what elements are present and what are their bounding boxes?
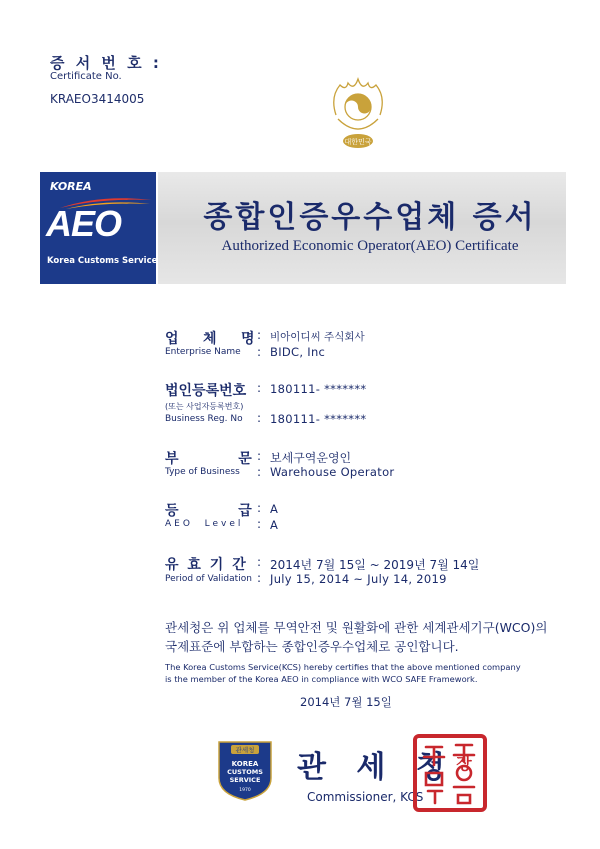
badge-top: 관세청 xyxy=(235,746,255,754)
national-emblem-icon xyxy=(326,75,390,151)
colon: : xyxy=(257,501,262,515)
aeo-logo-text: AEO xyxy=(46,203,122,244)
colon: : xyxy=(257,571,262,585)
colon: : xyxy=(257,381,262,395)
level-label-ko: 등 급 xyxy=(165,503,253,519)
statement-en-line-2: is the member of the Korea AEO in compliance with WCO SAFE Framework. xyxy=(165,674,478,684)
business-reg-label-en: Business Reg. No xyxy=(165,414,243,424)
colon: : xyxy=(257,465,262,479)
business-reg-value-2: 180111- ******* xyxy=(270,412,367,426)
business-reg-label-ko-sub: (또는 사업자등록번호) xyxy=(165,402,244,411)
badge-line-3: SERVICE xyxy=(229,776,261,784)
emblem-caption: 대한민국 xyxy=(344,138,372,146)
certificate-number-label-ko: 증 서 번 호 : xyxy=(50,54,162,72)
aeo-logo-korea: KOREA xyxy=(50,180,92,193)
issue-date: 2014년 7월 15일 xyxy=(300,695,392,709)
validity-value-ko: 2014년 7월 15일 ~ 2019년 7월 14일 xyxy=(270,558,480,572)
badge-line-1: KOREA xyxy=(231,760,259,768)
level-value-1: A xyxy=(270,502,279,516)
statement-english xyxy=(165,661,595,685)
validity-label-ko: 유 효 기 간 xyxy=(165,557,248,573)
level-value-2: A xyxy=(270,518,279,532)
statement-ko-line-2: 국제표준에 부합하는 종합인증우수업체로 공인합니다. xyxy=(165,639,459,654)
statement-korean xyxy=(165,618,585,656)
issuer-english: Commissioner, KCS xyxy=(307,790,424,804)
statement-ko-line-1: 관세청은 위 업체를 무역안전 및 원활화에 관한 세계관세기구(WCO)의 xyxy=(165,620,548,635)
type-value-ko: 보세구역운영인 xyxy=(270,451,352,465)
badge-line-2: CUSTOMS xyxy=(227,768,263,776)
certificate-number-label-en: Certificate No. xyxy=(50,71,122,82)
colon: : xyxy=(257,449,262,463)
colon: : xyxy=(257,328,262,342)
enterprise-label-en: Enterprise Name xyxy=(165,347,241,357)
type-label-ko: 부 문 xyxy=(165,451,253,467)
statement-en-line-1: The Korea Customs Service(KCS) hereby certifies that the above mentioned company xyxy=(165,662,521,672)
validity-value-en: July 15, 2014 ~ July 14, 2019 xyxy=(270,572,447,586)
type-value-en: Warehouse Operator xyxy=(270,465,395,479)
type-label-en: Type of Business xyxy=(165,467,240,477)
enterprise-label-ko: 업 체 명 xyxy=(165,331,256,347)
colon: : xyxy=(257,345,262,359)
enterprise-value-en: BIDC, Inc xyxy=(270,345,326,359)
colon: : xyxy=(257,517,262,531)
badge-year: 1970 xyxy=(239,788,251,793)
aeo-logo-subtitle: Korea Customs Service xyxy=(47,256,158,266)
issuer-korean: 관 세 청 xyxy=(297,750,455,785)
official-seal-icon xyxy=(412,733,488,813)
validity-label-en: Period of Validation xyxy=(165,574,252,584)
title-korean: 종합인증우수업체 증서 xyxy=(203,200,537,235)
business-reg-value-1: 180111- ******* xyxy=(270,382,367,396)
enterprise-value-ko: 비아이디씨 주식회사 xyxy=(270,331,365,343)
seal-char: 장 xyxy=(456,754,472,773)
colon: : xyxy=(257,555,262,569)
business-reg-label-ko: 법인등록번호 xyxy=(165,383,247,399)
colon: : xyxy=(257,411,262,425)
kcs-badge-icon xyxy=(215,738,275,802)
title-english: Authorized Economic Operator(AEO) Certificate xyxy=(221,238,519,254)
certificate-number-value: KRAEO3414005 xyxy=(50,92,145,106)
level-label-en: AEO Level xyxy=(165,519,244,529)
